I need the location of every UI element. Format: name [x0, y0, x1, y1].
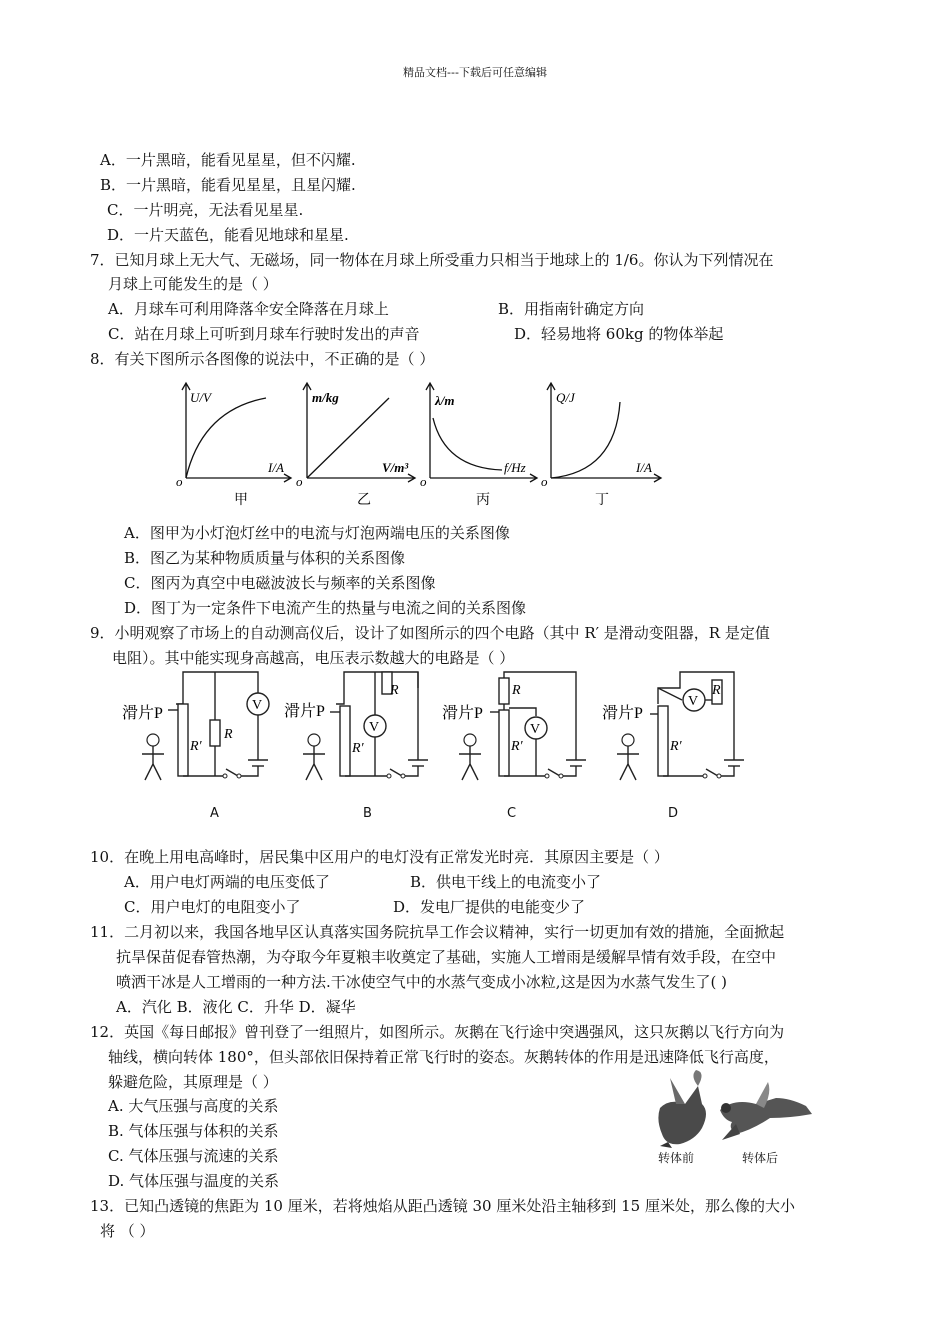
circuit-c-resistor	[499, 678, 509, 704]
graph-bing-caption: 丙	[476, 493, 490, 508]
graph-jia-caption: 甲	[234, 493, 248, 508]
q11-stem-line1: 11．二月初以来，我国各地早区认真落实国务院抗旱工作会议精神，实行一切更加有效的措施，全面掀起	[90, 923, 785, 941]
graph-bing	[420, 383, 537, 508]
circuit-caption-a: A	[210, 806, 219, 821]
circuit-a-rvar: R′	[190, 739, 202, 754]
circuit-d-rheostat	[658, 706, 668, 776]
q12-stem-line3: 躲避危险，其原理是（ ）	[108, 1073, 278, 1091]
q8-option-a: A．图甲为小灯泡灯丝中的电流与灯泡两端电压的关系图像	[124, 524, 510, 542]
q6-option-c: C．一片明亮，无法看见星星.	[107, 201, 304, 219]
circuit-c-rheostat	[499, 710, 509, 776]
circuit-a	[122, 672, 269, 780]
q10-option-c: C．用户电灯的电阻变小了	[124, 898, 301, 916]
circuit-d-slider-label: 滑片P	[602, 705, 643, 722]
circuit-caption-b: B	[363, 806, 372, 821]
graph-yi-ylabel: m/kg	[312, 390, 339, 405]
q6-option-d: D．一片天蓝色，能看见地球和星星.	[107, 226, 349, 244]
circuit-c-rfixed: R	[512, 683, 521, 698]
q6-option-a: A．一片黑暗，能看见星星，但不闪耀.	[100, 151, 356, 169]
page-header: 精品文档---下载后可任意编辑	[403, 66, 547, 79]
q7-option-b: B．用指南针确定方向	[498, 300, 645, 318]
q10-stem: 10．在晚上用电高峰时，居民集中区用户的电灯没有正常发光时亮．其原因主要是（ ）	[90, 848, 669, 866]
circuit-d-rvar: R′	[670, 739, 682, 754]
graph-bing-ylabel: λ/m	[435, 393, 455, 408]
graph-ding-caption: 丁	[595, 493, 609, 508]
circuit-caption-d: D	[668, 806, 679, 821]
graph-yi-origin: o	[296, 474, 303, 489]
graph-ding-origin: o	[541, 474, 548, 489]
graph-ding	[541, 383, 661, 508]
q12-option-a: A. 大气压强与高度的关系	[108, 1097, 279, 1115]
graph-jia	[176, 383, 291, 508]
goose-before	[658, 1070, 706, 1148]
circuit-a-rfixed: R	[224, 727, 233, 742]
q9-circuits	[118, 668, 758, 788]
q11-options: A．汽化 B．液化 C．升华 D．凝华	[116, 998, 356, 1016]
graph-ding-xlabel: I/A	[636, 460, 652, 475]
circuit-a-slider-label: 滑片P	[122, 705, 163, 722]
q8-option-b: B．图乙为某种物质质量与体积的关系图像	[124, 549, 406, 567]
q12-option-d: D. 气体压强与温度的关系	[108, 1172, 280, 1190]
q8-option-c: C．图丙为真空中电磁波波长与频率的关系图像	[124, 574, 436, 592]
circuit-b-rvar: R′	[352, 741, 364, 756]
q13-stem-line2: 将 （ ）	[100, 1222, 155, 1240]
circuit-a-meter: V	[252, 698, 263, 713]
circuit-b-rheostat	[340, 706, 350, 776]
circuit-caption-c: C	[507, 806, 517, 821]
q7-stem-line2: 月球上可能发生的是（ ）	[108, 275, 278, 293]
circuit-a-rheostat	[178, 704, 188, 776]
q13-stem-line1: 13．已知凸透镜的焦距为 10 厘米，若将烛焰从距凸透镜 30 厘米处沿主轴移到 15 厘米处，那么像的大小	[90, 1197, 795, 1215]
graph-jia-origin: o	[176, 474, 183, 489]
circuit-c	[442, 672, 586, 780]
circuit-d-rfixed: R	[712, 683, 721, 698]
q12-option-b: B. 气体压强与体积的关系	[108, 1122, 279, 1140]
circuit-c-meter: V	[530, 722, 541, 737]
q11-stem-line3: 喷洒干冰是人工增雨的一种方法.干冰使空气中的水蒸气变成小冰粒,这是因为水蒸气发生了( )	[116, 973, 728, 991]
circuit-b-slider-label: 滑片P	[284, 703, 325, 720]
graph-ding-ylabel: Q/J	[556, 390, 575, 405]
circuit-b-meter: V	[369, 720, 380, 735]
circuit-c-rvar: R′	[511, 739, 523, 754]
q12-stem-line1: 12．英国《每日邮报》曾刊登了一组照片，如图所示。灰鹅在飞行途中突遇强风，这只灰鹅以飞行方向为	[90, 1023, 785, 1041]
goose-caption-after: 转体后	[742, 1151, 779, 1165]
q10-option-a: A．用户电灯两端的电压变低了	[124, 873, 330, 891]
graph-yi	[296, 383, 415, 508]
q12-stem-line2: 轴线，横向转体 180°，但头部依旧保持着正常飞行时的姿态。灰鹅转体的作用是迅速降低飞行高度，	[108, 1048, 779, 1066]
graph-jia-xlabel: I/A	[268, 460, 284, 475]
q7-stem-line1: 7．已知月球上无大气、无磁场，同一物体在月球上所受重力只相当于地球上的 1/6。你认为下列情况在	[90, 251, 774, 269]
goose-after	[720, 1082, 812, 1140]
q8-graphs	[170, 380, 670, 515]
graph-bing-origin: o	[420, 474, 427, 489]
q7-option-d: D．轻易地将 60kg 的物体举起	[514, 325, 724, 343]
goose-caption-before: 转体前	[658, 1151, 695, 1165]
graph-bing-xlabel: f/Hz	[504, 460, 526, 475]
circuit-d-meter: V	[688, 694, 699, 709]
circuit-d	[602, 672, 744, 780]
graph-yi-caption: 乙	[357, 493, 371, 508]
q10-option-d: D．发电厂提供的电能变少了	[393, 898, 586, 916]
graph-yi-xlabel: V/m³	[382, 460, 409, 475]
q7-option-a: A．月球车可利用降落伞安全降落在月球上	[108, 300, 389, 318]
circuit-a-resistor	[210, 720, 220, 746]
q10-option-b: B．供电干线上的电流变小了	[410, 873, 602, 891]
q9-stem-line2: 电阻）。其中能实现身高越高，电压表示数越大的电路是（ ）	[112, 649, 515, 667]
q12-option-c: C. 气体压强与流速的关系	[108, 1147, 279, 1165]
q8-option-d: D．图丁为一定条件下电流产生的热量与电流之间的关系图像	[124, 599, 527, 617]
q7-option-c: C．站在月球上可听到月球车行驶时发出的声音	[108, 325, 420, 343]
q9-stem-line1: 9．小明观察了市场上的自动测高仪后，设计了如图所示的四个电路（其中 R′ 是滑动变阻器，R 是定值	[90, 624, 770, 642]
q6-option-b: B．一片黑暗，能看见星星，且星闪耀.	[100, 176, 356, 194]
circuit-b-rfixed: R	[390, 683, 399, 698]
graph-jia-ylabel: U/V	[190, 390, 211, 405]
q8-stem: 8．有关下图所示各图像的说法中，不正确的是（ ）	[90, 350, 435, 368]
q11-stem-line2: 抗旱保苗促春管热潮，为夺取今年夏粮丰收奠定了基础，实施人工增雨是缓解旱情有效手段，在空中	[116, 948, 777, 966]
circuit-b	[284, 672, 428, 780]
circuit-c-slider-label: 滑片P	[442, 705, 483, 722]
